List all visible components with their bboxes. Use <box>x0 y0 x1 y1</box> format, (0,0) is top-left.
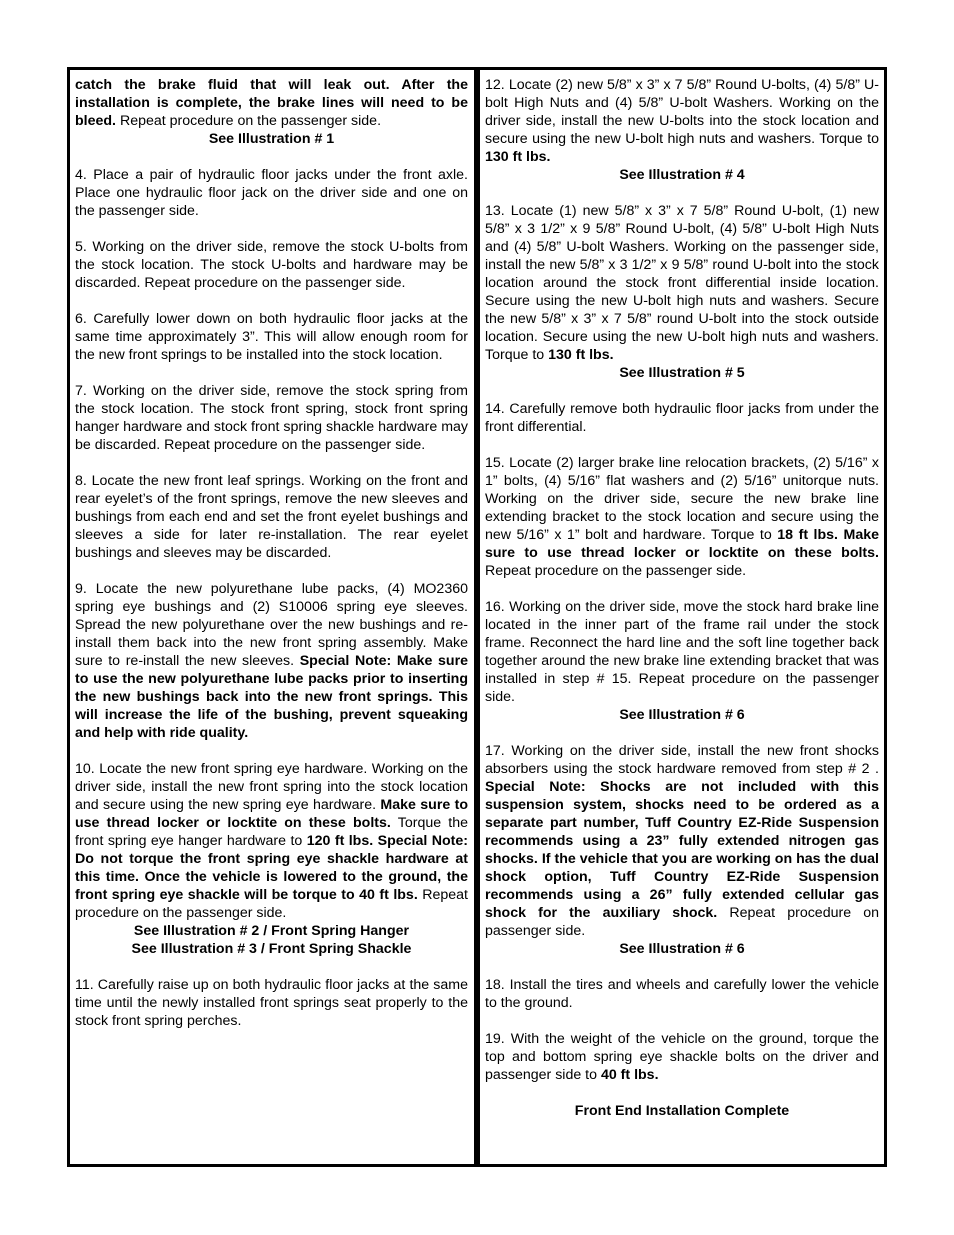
step-10: 10. Locate the new front spring eye hardware. Working on the driver side, install the new front spring into the stock location and secure using the new spring eye hardware. Make sure to use thread locker or locktite on these bolts. Torque the front spring eye hanger hardware to 120 ft lbs. Special Note: Do not torque the front spring eye shackle hardware at this time. Once the vehicle is lowered to the ground, the front spring eye shackle will be torque to 40 ft lbs. Repeat procedure on the passenger side. See Illustration # 2 / Front Spring Hanger See Illustration # 3 / Front Spring Shackle <box>75 761 469 957</box>
step-9: 9. Locate the new polyurethane lube packs, (4) MO2360 spring eye bushings and (2) S10006 spring eye sleeves. Spread the new polyurethane over the new bushings and re-install them back into the new front spring assembly. Make sure to re-install the new sleeves. Special Note: Make sure to use the new polyurethane lube packs prior to inserting the new bushings back into the new front springs. This will increase the life of the bushing, prevent squeaking and help with ride quality. <box>75 581 468 741</box>
step-8: 8. Locate the new front leaf springs. Working on the front and rear eyelet’s of the front springs, remove the new sleeves and bushings from each end and set the front eyelet bushings and sleeves a side for later re-installation. The rear eyelet bushings and sleeves may be discarded. <box>75 473 468 561</box>
illustration-ref: See Illustration # 2 / Front Spring Hanger <box>133 923 410 939</box>
illustration-ref: See Illustration # 3 / Front Spring Shackle <box>131 941 412 957</box>
step-15: 15. Locate (2) larger brake line relocation brackets, (2) 5/16” x 1” bolts, (4) 5/16” flat washers and (2) 5/16” unitorque nuts. Working on the driver side, secure the new brake line extending bracket to the stock location and secure using the new 5/16” x 1” bolt and hardware. Torque to 18 ft lbs. Make sure to use thread locker or locktite on these bolts. Repeat procedure on the passenger side. <box>485 455 879 579</box>
completion-note: Front End Installation Complete <box>574 1103 790 1119</box>
illustration-ref: See Illustration # 4 <box>619 167 745 183</box>
step-19: 19. With the weight of the vehicle on the ground, torque the top and bottom spring eye shackle bolts on the driver and passenger side to 40 ft lbs. <box>485 1031 879 1083</box>
illustration-ref: See Illustration # 6 <box>619 941 745 957</box>
step-5: 5. Working on the driver side, remove the stock U-bolts from the stock location. The stock U-bolts and hardware may be discarded. Repeat procedure on the passenger side. <box>75 239 468 291</box>
left-column <box>70 70 477 1164</box>
right-column <box>477 70 884 1164</box>
step-13: 13. Locate (1) new 5/8” x 3” x 7 5/8” Round U-bolt, (1) new 5/8” x 3 1/2” x 9 5/8” Round U-bolt, (4) 5/8” U-bolt High Nuts and (4) 5/8” U-bolt Washers. Working on the passenger side, install the new 5/8” x 3 1/2” x 9 5/8” round U-bolt into the stock location around the stock front differential inside location. Secure using the new U-bolt high nuts and washers. Secure the new 5/8” x 3” x 7 5/8” round U-bolt into the stock outside location. Secure using the new U-bolt high nuts and washers. Torque to 130 ft lbs. See Illustration # 5 <box>485 203 879 381</box>
illustration-ref: See Illustration # 1 <box>208 131 335 147</box>
instruction-frame <box>67 67 887 1167</box>
step-11: 11. Carefully raise up on both hydraulic floor jacks at the same time until the newly installed front springs seat properly to the stock front spring perches. <box>75 977 468 1029</box>
illustration-ref: See Illustration # 5 <box>619 365 745 381</box>
step-12: 12. Locate (2) new 5/8” x 3” x 7 5/8” Round U-bolts, (4) 5/8” U-bolt High Nuts and (4) 5/8” U-bolt Washers. Working on the driver side, install the new U-bolts into the stock location and secure using the new U-bolt high nuts and washers. Torque to 130 ft lbs. See Illustration # 4 <box>485 77 879 183</box>
step-18: 18. Install the tires and wheels and carefully lower the vehicle to the ground. <box>485 977 879 1011</box>
step-16: 16. Working on the driver side, move the stock hard brake line located in the inner part of the frame rail under the stock frame. Reconnect the hard line and the soft line together back together around the new brake line extending bracket that was installed in step # 15. Repeat procedure on the passenger side. See Illustration # 6 <box>485 599 879 723</box>
step-6: 6. Carefully lower down on both hydraulic floor jacks at the same time approximately 3”. This will allow enough room for the new front springs to be installed into the stock location. <box>75 311 468 363</box>
step-7: 7. Working on the driver side, remove the stock spring from the stock location. The stock front spring, stock front spring hanger hardware and stock front spring shackle hardware may be discarded. Repeat procedure on the passenger side. <box>75 383 468 453</box>
step-3-continued: catch the brake fluid that will leak out. After the installation is complete, the brake lines will need to be bleed. Repeat procedure on the passenger side. See Illustration # 1 <box>75 77 468 147</box>
step-17: 17. Working on the driver side, install the new front shocks absorbers using the stock hardware removed from step # 2 . Special Note: Shocks are not included with this suspension system, shocks need to be ordered as a separate part number, Tuff Country EZ-Ride Suspension recommends using a 23” fully extended nitrogen gas shocks. If the vehicle that you are working on has the dual shock option, Tuff Country EZ-Ride Suspension recommends using a 26” fully extended cellular gas shock for the auxiliary shock. Repeat procedure on passenger side. See Illustration # 6 <box>485 743 880 957</box>
step-4: 4. Place a pair of hydraulic floor jacks under the front axle. Place one hydraulic floor jack on the driver side and one on the passenger side. <box>75 167 468 219</box>
step-14: 14. Carefully remove both hydraulic floor jacks from under the front differential. <box>485 401 879 435</box>
illustration-ref: See Illustration # 6 <box>619 707 745 723</box>
